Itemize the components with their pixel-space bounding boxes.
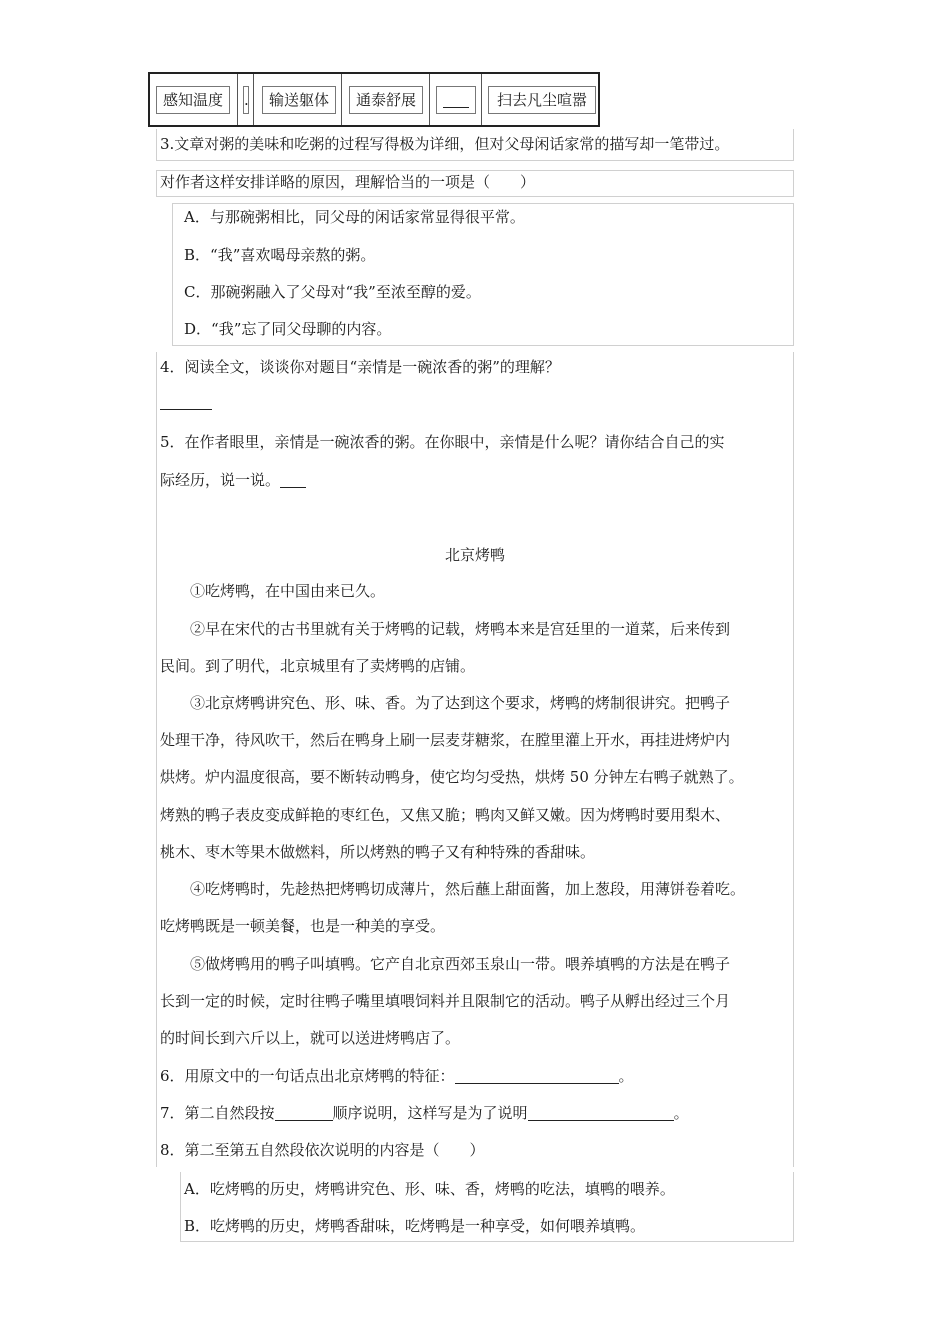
- word-box: 扫去凡尘喧嚣: [488, 86, 596, 114]
- option-a[interactable]: A．与那碗粥相比，同父母的闲话家常显得很平常。: [184, 208, 525, 226]
- word-cell: [342, 74, 430, 125]
- article-paragraph: 烘烤。炉内温度很高，要不断转动鸭身，使它均匀受热，烘烤 50 分钟左右鸭子就熟了。: [160, 768, 744, 786]
- word-cell: [254, 74, 342, 125]
- article-paragraph: 长到一定的时候，定时往鸭子嘴里填喂饲料并且限制它的活动。鸭子从孵出经过三个月: [160, 992, 731, 1010]
- word-cell: [150, 74, 238, 125]
- answer-blank[interactable]: [160, 409, 212, 410]
- question-4: 4．阅读全文，谈谈你对题目“亲情是一碗浓香的粥”的理解？: [160, 358, 560, 376]
- answer-blank[interactable]: [275, 1104, 333, 1121]
- article-paragraph: ②早在宋代的古书里就有关于烤鸭的记载，烤鸭本来是宫廷里的一道菜，后来传到: [190, 620, 731, 638]
- answer-blank[interactable]: [455, 1067, 619, 1084]
- question-7: 7．第二自然段按 顺序说明，这样写是为了说明 。: [160, 1104, 689, 1122]
- question-3-line: 3.文章对粥的美味和吃粥的过程写得极为详细，但对父母闲话家常的描写却一笔带过。: [160, 135, 730, 153]
- margin-line: [156, 352, 157, 1167]
- word-cell: [482, 74, 600, 125]
- article-paragraph: ⑤做烤鸭用的鸭子叫填鸭。它产自北京西郊玉泉山一带。喂养填鸭的方法是在鸭子: [190, 955, 731, 973]
- word-box: 感知温度: [156, 86, 230, 114]
- article-paragraph: ①吃烤鸭，在中国由来已久。: [190, 582, 386, 600]
- question-8: 8．第二至第五自然段依次说明的内容是（ ）: [160, 1141, 485, 1159]
- question-3-line: 对作者这样安排详略的原因，理解恰当的一项是（ ）: [160, 173, 536, 191]
- question-6: 6．用原文中的一句话点出北京烤鸭的特征： 。: [160, 1067, 634, 1085]
- article-paragraph: 吃烤鸭既是一顿美餐，也是一种美的享受。: [160, 917, 446, 935]
- answer-blank[interactable]: [528, 1104, 674, 1121]
- margin-line: [793, 352, 794, 1167]
- separator-box: .: [243, 86, 249, 114]
- word-table: [148, 72, 600, 127]
- article-paragraph: ④吃烤鸭时，先趁热把烤鸭切成薄片，然后蘸上甜面酱，加上葱段，用薄饼卷着吃。: [190, 880, 746, 898]
- article-paragraph: 处理干净，待风吹干，然后在鸭身上刷一层麦芽糖浆，在膛里灌上开水，再挂进烤炉内: [160, 731, 731, 749]
- article-paragraph: ③北京烤鸭讲究色、形、味、香。为了达到这个要求，烤鸭的烤制很讲究。把鸭子: [190, 694, 731, 712]
- answer-blank-box[interactable]: [436, 86, 476, 114]
- word-box: 通泰舒展: [349, 86, 423, 114]
- article-paragraph: 民间。到了明代，北京城里有了卖烤鸭的店铺。: [160, 657, 476, 675]
- question-5-line: 5．在作者眼里，亲情是一碗浓香的粥。在你眼中，亲情是什么呢？请你结合自己的实: [160, 433, 725, 451]
- word-box: 输送躯体: [262, 86, 336, 114]
- option-a[interactable]: A．吃烤鸭的历史，烤鸭讲究色、形、味、香，烤鸭的吃法，填鸭的喂养。: [184, 1180, 675, 1198]
- word-cell: [238, 74, 254, 125]
- question-5-line: 际经历，说一说。: [160, 470, 306, 490]
- article-paragraph: 的时间长到六斤以上，就可以送进烤鸭店了。: [160, 1029, 461, 1047]
- article-paragraph: 桃木、枣木等果木做燃料，所以烤熟的鸭子又有种特殊的香甜味。: [160, 843, 596, 861]
- option-c[interactable]: C．那碗粥融入了父母对“我”至浓至醇的爱。: [184, 283, 481, 301]
- article-title: 北京烤鸭: [444, 546, 505, 564]
- option-d[interactable]: D．“我”忘了同父母聊的内容。: [184, 320, 392, 338]
- article-paragraph: 烤熟的鸭子表皮变成鲜艳的枣红色，又焦又脆；鸭肉又鲜又嫩。因为烤鸭时要用梨木、: [160, 806, 731, 824]
- option-b[interactable]: B．吃烤鸭的历史，烤鸭香甜味，吃烤鸭是一种享受，如何喂养填鸭。: [184, 1217, 646, 1235]
- option-b[interactable]: B．“我”喜欢喝母亲熬的粥。: [184, 246, 376, 264]
- word-cell: [430, 74, 482, 125]
- answer-blank[interactable]: [280, 471, 306, 488]
